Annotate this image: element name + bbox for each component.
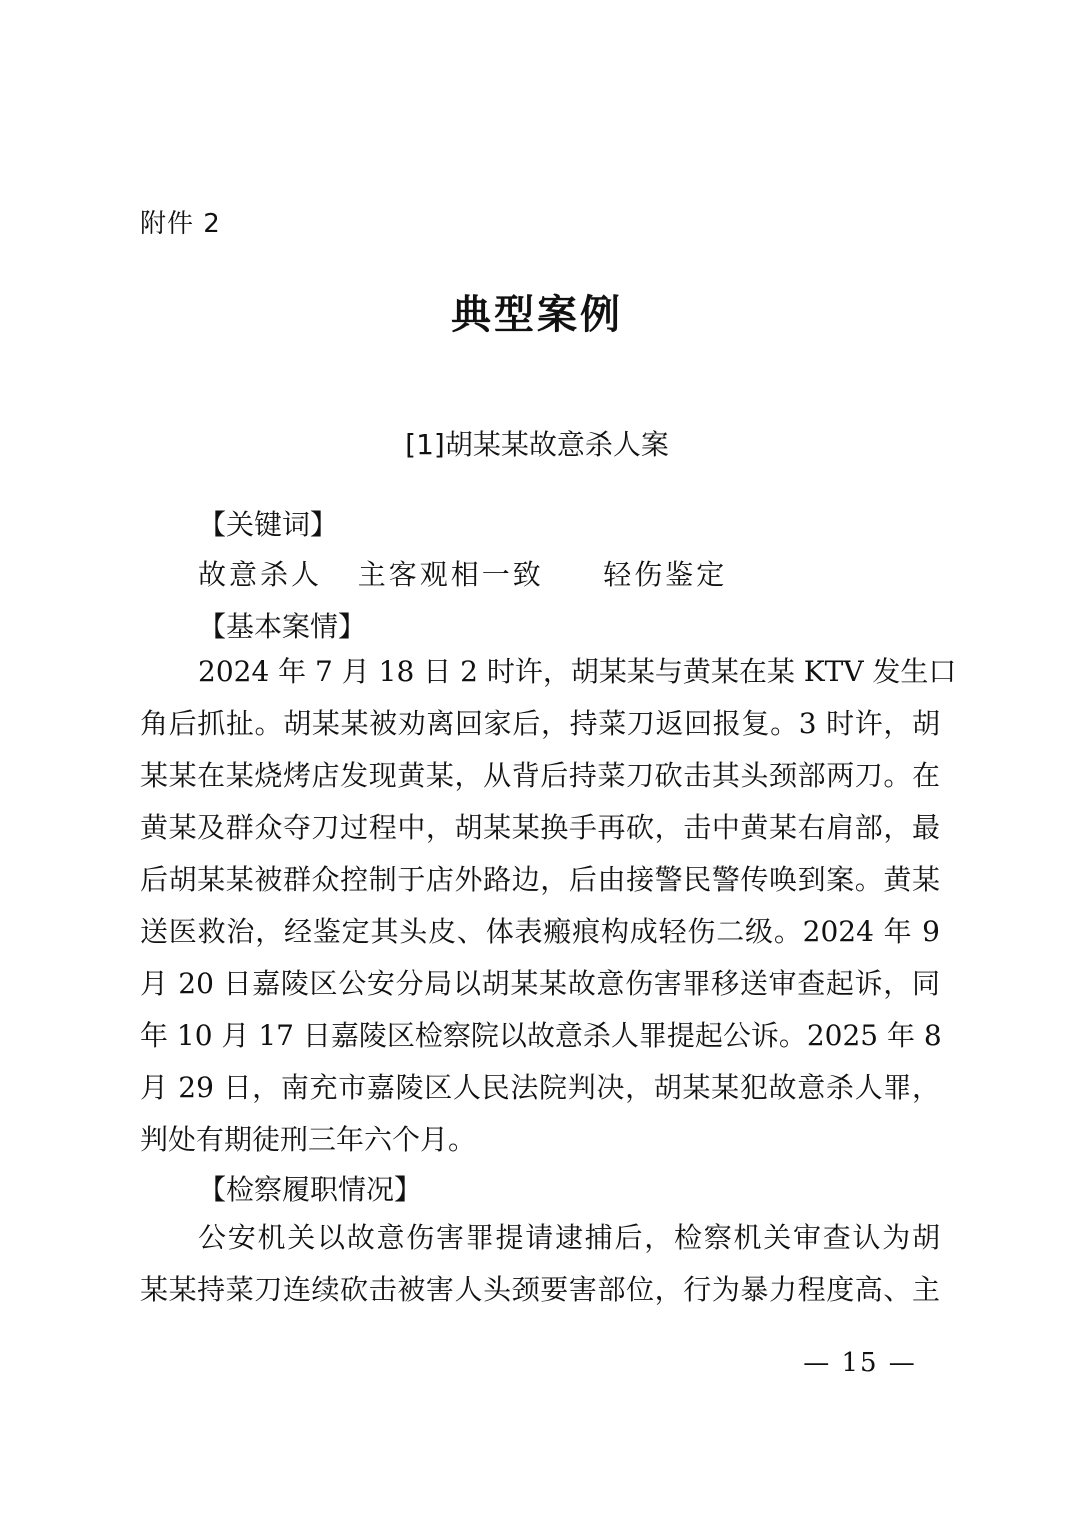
facts-heading: 【基本案情】 xyxy=(198,610,367,643)
keywords-text: 故意杀人 主客观相一致 轻伤鉴定 xyxy=(198,558,728,591)
paragraph-line: 2024 年 7 月 18 日 2 时许，胡某某与黄某在某 KTV 发生口 xyxy=(198,655,957,688)
document-title: 典型案例 xyxy=(451,292,623,338)
attachment-label: 附件 2 xyxy=(140,209,221,239)
paragraph-line: 判处有期徒刑三年六个月。 xyxy=(140,1123,477,1156)
paragraph-line: 月 20 日嘉陵区公安分局以胡某某故意伤害罪移送审查起诉，同 xyxy=(140,967,940,1000)
paragraph-line: 年 10 月 17 日嘉陵区检察院以故意杀人罪提起公诉。2025 年 8 xyxy=(140,1019,942,1052)
paragraph-line: 角后抓扯。胡某某被劝离回家后，持菜刀返回报复。3 时许，胡 xyxy=(140,707,940,740)
paragraph-line: 后胡某某被群众控制于店外路边，后由接警民警传唤到案。黄某 xyxy=(140,863,940,896)
procuratorate-heading: 【检察履职情况】 xyxy=(198,1173,423,1206)
paragraph-line: 月 29 日，南充市嘉陵区人民法院判决，胡某某犯故意杀人罪， xyxy=(140,1071,940,1104)
paragraph-line: 某某持菜刀连续砍击被害人头颈要害部位，行为暴力程度高、主 xyxy=(140,1273,940,1306)
keywords-heading: 【关键词】 xyxy=(198,508,339,541)
facts-paragraph xyxy=(140,646,957,1166)
procuratorate-paragraph xyxy=(140,1212,940,1316)
paragraph-line: 黄某及群众夺刀过程中，胡某某换手再砍，击中黄某右肩部，最 xyxy=(140,811,940,844)
case-title: [1]胡某某故意杀人案 xyxy=(405,428,669,461)
page-number: — 15 — xyxy=(803,1348,917,1378)
paragraph-line: 公安机关以故意伤害罪提请逮捕后，检察机关审查认为胡 xyxy=(198,1221,940,1254)
paragraph-line: 送医救治，经鉴定其头皮、体表瘢痕构成轻伤二级。2024 年 9 xyxy=(140,915,940,948)
paragraph-line: 某某在某烧烤店发现黄某，从背后持菜刀砍击其头颈部两刀。在 xyxy=(140,759,940,792)
